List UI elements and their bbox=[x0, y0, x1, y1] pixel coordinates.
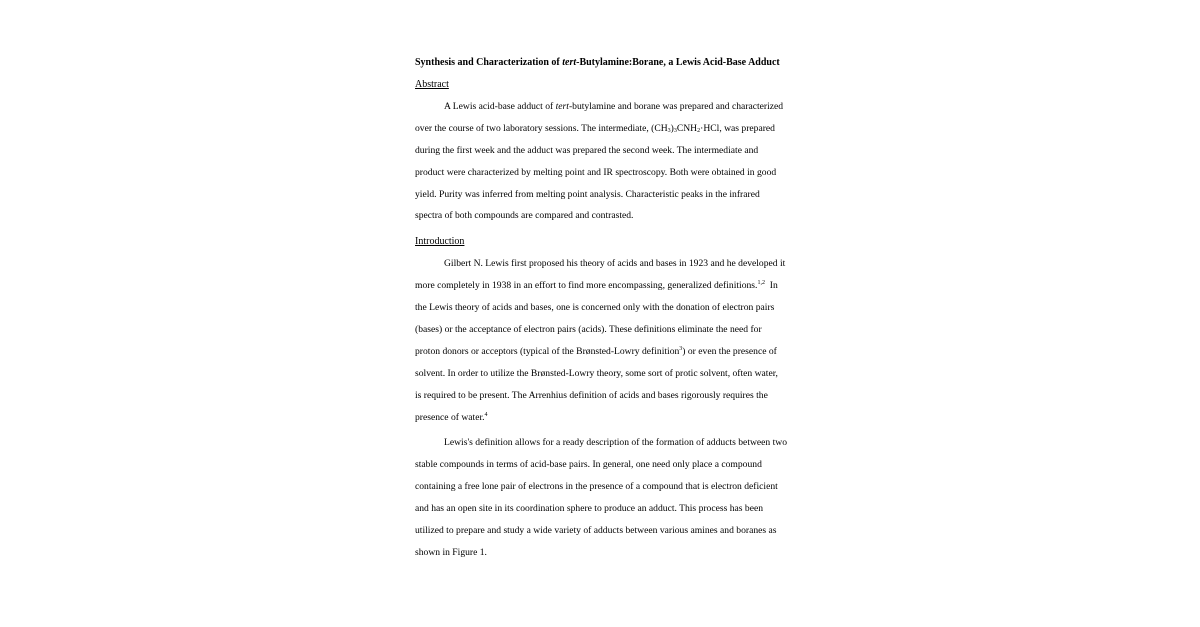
intro-line: shown in Figure 1. bbox=[415, 546, 487, 558]
intro-line: (bases) or the acceptance of electron pairs (acids). These definitions eliminate the need for bbox=[415, 324, 762, 336]
citation-superscript: 1,2 bbox=[757, 280, 765, 287]
citation-superscript: 3 bbox=[679, 345, 683, 352]
intro-line: Lewis's definition allows for a ready description of the formation of adducts between two bbox=[444, 437, 788, 449]
abstract-line: spectra of both compounds are compared and contrasted. bbox=[415, 210, 634, 222]
abstract-line: over the course of two laboratory sessions. The intermediate, $(CH_3)_3CNH_2\cdot HCl$, was prepared bbox=[415, 122, 775, 134]
abstract-line: during the first week and the adduct was prepared the second week. The intermediate and bbox=[415, 144, 759, 156]
abstract-heading: Abstract bbox=[415, 79, 449, 90]
title-text-rest: -Butylamine:Borane, a Lewis Acid-Base Adduct bbox=[576, 57, 780, 68]
intro-line: Gilbert N. Lewis first proposed his theory of acids and bases in 1923 and he developed it bbox=[444, 258, 786, 270]
intro-line: proton donors or acceptors (typical of the Brønsted-Lowry definition$^3$) or even the presence of bbox=[415, 345, 777, 357]
intro-line: utilized to prepare and study a wide variety of adducts between various amines and boranes as bbox=[415, 525, 777, 537]
intro-line: is required to be present. The Arrenhius definition of acids and bases rigorously requires the bbox=[415, 389, 768, 401]
introduction-heading: Introduction bbox=[415, 236, 465, 248]
introduction-paragraph-1 bbox=[415, 253, 787, 428]
abstract-paragraph bbox=[415, 96, 787, 227]
intro-line: and has an open site in its coordination sphere to produce an adduct. This process has been bbox=[415, 503, 764, 515]
abstract-line: yield. Purity was inferred from melting point analysis. Characteristic peaks in the infrared bbox=[415, 188, 760, 200]
introduction-paragraph-2 bbox=[415, 432, 787, 563]
citation-superscript: 4 bbox=[484, 411, 488, 418]
title-text: Synthesis and Characterization of bbox=[415, 57, 563, 68]
intro-line: containing a free lone pair of electrons in the presence of a compound that is electron deficient bbox=[415, 481, 778, 493]
abstract-line: product were characterized by melting point and IR spectroscopy. Both were obtained in good bbox=[415, 166, 777, 178]
intro-line: presence of water.$^4$ bbox=[415, 411, 488, 423]
title-italic-text: tert bbox=[562, 57, 577, 68]
intro-line: solvent. In order to utilize the Brønsted-Lowry theory, some sort of protic solvent, often water, bbox=[415, 367, 778, 379]
document-title bbox=[415, 52, 787, 74]
document-page bbox=[415, 52, 787, 568]
abstract-line: A Lewis acid-base adduct of tert-butylamine and borane was prepared and characterized bbox=[444, 101, 784, 112]
intro-line: more completely in 1938 in an effort to find more encompassing, generalized definitions.$^{1,2}$ In bbox=[415, 280, 778, 292]
intro-line: stable compounds in terms of acid-base pairs. In general, one need only place a compound bbox=[415, 459, 762, 471]
intro-line: the Lewis theory of acids and bases, one is concerned only with the donation of electron pairs bbox=[415, 302, 775, 314]
